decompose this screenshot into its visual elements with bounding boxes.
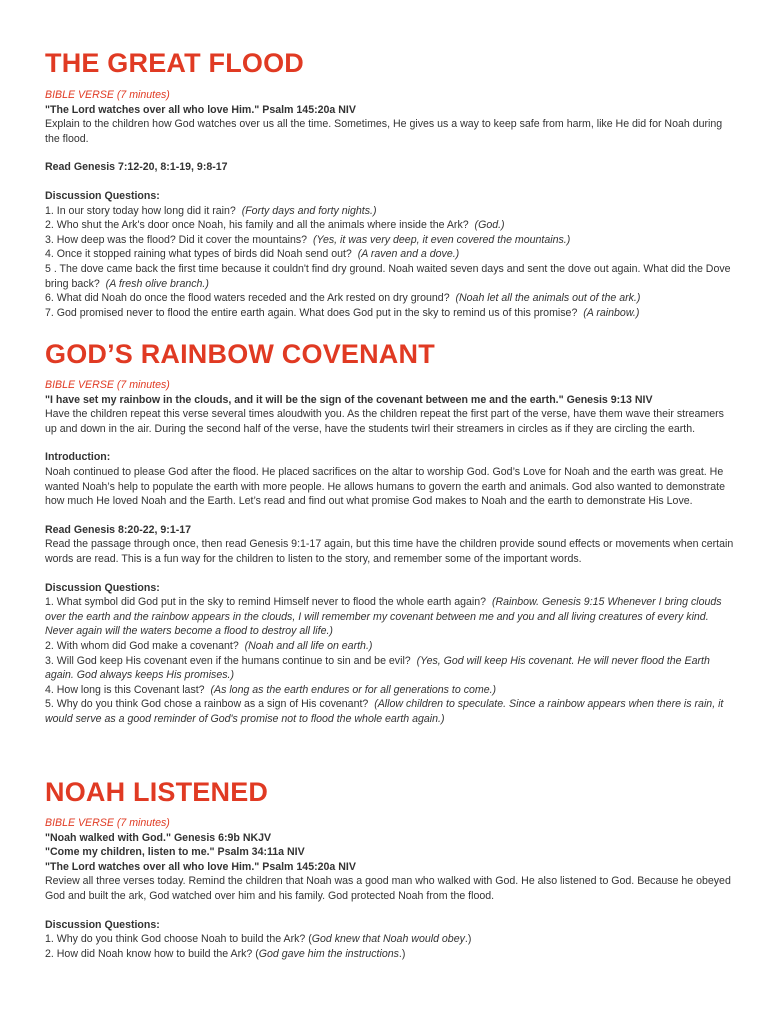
question-item — [45, 595, 735, 639]
question-item — [45, 291, 735, 306]
question-item — [45, 697, 735, 726]
discussion-heading: Discussion Questions: — [45, 918, 160, 931]
question-text: 3. Will God keep His covenant even if the humans continue to sin and be evil? — [45, 654, 411, 667]
question-item — [45, 262, 735, 291]
answer-text: (Yes, it was very deep, it even covered the mountains.) — [312, 233, 571, 246]
question-text: 5. Why do you think God chose a rainbow as a sign of His covenant? — [45, 698, 369, 711]
question-item — [45, 204, 735, 219]
bible-verse-tag: BIBLE VERSE (7 minutes) — [45, 379, 170, 391]
question-text: 4. Once it stopped raining what types of birds did Noah send out? — [45, 248, 352, 261]
bible-verse: "I have set my rainbow in the clouds, and it will be the sign of the covenant between me and the earth." Genesis 9:13 NIV — [45, 393, 653, 406]
section-rainbow-covenant — [45, 378, 735, 726]
bible-verse: "The Lord watches over all who love Him." Psalm 145:20a NIV — [45, 103, 356, 116]
question-text: 2. With whom did God make a covenant? — [45, 639, 239, 652]
answer-text: (Rainbow. Genesis 9:15 Whenever I bring clouds over the earth and the rainbow appears in the clouds, I will remember my covenant between me and you and all living creatures of every kind. Never again will the waters become a flood to destroy all life.) — [45, 596, 722, 638]
bible-verse: "The Lord watches over all who love Him." Psalm 145:20a NIV — [45, 860, 356, 873]
verse-explanation: Explain to the children how God watches over us all the time. Sometimes, He gives us a way to keep safe from harm, like He did for Noah during the flood. — [45, 118, 723, 145]
question-item — [45, 639, 735, 654]
bible-verse-tag: BIBLE VERSE (7 minutes) — [45, 89, 170, 101]
answer-text: (A raven and a dove.) — [357, 248, 460, 261]
question-item — [45, 947, 735, 962]
introduction-text: Noah continued to please God after the flood. He placed sacrifices on the altar to worship God. God’s Love for Noah and the earth was great. He wanted Noah’s help to populate the earth with more people. He allows humans to govern the earth and animals. God also wanted to demonstrate how much He loved Noah and the Earth. Let’s read and find out what promise God makes to Noah and the earth to demonstrate His Love. — [45, 465, 725, 508]
section-title-great-flood: THE GREAT FLOOD — [45, 48, 304, 78]
bible-verse-tag: BIBLE VERSE (7 minutes) — [45, 817, 170, 829]
answer-text: (Noah and all life on earth.) — [244, 639, 373, 652]
section-title-noah-listened: NOAH LISTENED — [45, 777, 269, 807]
question-item — [45, 247, 735, 262]
answer-text: (A rainbow.) — [583, 306, 640, 319]
question-end: .) — [464, 933, 472, 946]
question-item — [45, 654, 735, 683]
question-text: 6. What did Noah do once the flood waters receded and the Ark rested on dry ground? — [45, 292, 450, 305]
question-end: .) — [398, 947, 406, 960]
question-item — [45, 218, 735, 233]
discussion-heading: Discussion Questions: — [45, 189, 160, 202]
reading-reference: Read Genesis 7:12-20, 8:1-19, 9:8-17 — [45, 161, 228, 174]
question-text: 3. How deep was the flood? Did it cover the mountains? — [45, 233, 308, 246]
question-text: 1. What symbol did God put in the sky to remind Himself never to flood the whole earth again? — [45, 596, 487, 609]
answer-text: (God.) — [474, 219, 505, 232]
section-title-rainbow-covenant: GOD’S RAINBOW COVENANT — [45, 339, 435, 369]
question-text: 2. How did Noah know how to build the Ark? ( — [45, 947, 259, 960]
introduction-heading: Introduction: — [45, 451, 111, 464]
answer-text: (A fresh olive branch.) — [105, 277, 209, 290]
question-text: 5 . The dove came back the first time because it couldn't find dry ground. Noah waited seven days and sent the dove out again. What did the Dove bring back? — [45, 262, 731, 290]
section-great-flood — [45, 88, 735, 320]
section-noah-listened — [45, 816, 735, 961]
discussion-heading: Discussion Questions: — [45, 581, 160, 594]
question-item — [45, 683, 735, 698]
answer-text: (As long as the earth endures or for all generations to come.) — [210, 683, 497, 696]
reading-instructions: Read the passage through once, then read Genesis 9:1-17 again, but this time have the children provide sound effects or movements when certain words are read. This is a fun way for the children to listen to the story, and remember some of the important words. — [45, 538, 734, 565]
verse-explanation: Have the children repeat this verse several times aloudwith you. As the children repeat the first part of the verse, have them wave their streamers up and down in the air. During the second half of the verse, have the students twirl their streamers in circles as if they are circling the earth. — [45, 408, 724, 435]
answer-text: God gave him the instructions — [258, 947, 399, 960]
question-text: 1. In our story today how long did it rain? — [45, 204, 236, 217]
question-text: 4. How long is this Covenant last? — [45, 683, 205, 696]
question-item — [45, 233, 735, 248]
answer-text: (Allow children to speculate. Since a rainbow appears when there is rain, it would serve as a good reminder of God's promise not to flood the whole earth again.) — [45, 698, 724, 725]
reading-reference: Read Genesis 8:20-22, 9:1-17 — [45, 523, 192, 536]
question-text: 2. Who shut the Ark's door once Noah, his family and all the animals where inside the Ark? — [45, 219, 469, 232]
question-item — [45, 306, 735, 321]
bible-verse: "Come my children, listen to me." Psalm 34:11a NIV — [45, 846, 305, 859]
question-item — [45, 932, 735, 947]
answer-text: (Noah let all the animals out of the ark.) — [455, 292, 641, 305]
answer-text: God knew that Noah would obey — [311, 933, 465, 946]
question-text: 7. God promised never to flood the entire earth again. What does God put in the sky to remind us of this promise? — [45, 306, 578, 319]
question-text: 1. Why do you think God choose Noah to build the Ark? ( — [45, 933, 312, 946]
bible-verse: "Noah walked with God." Genesis 6:9b NKJV — [45, 831, 272, 844]
verse-explanation: Review all three verses today. Remind the children that Noah was a good man who walked with God. He also listened to God. Because he obeyed God and built the ark, God watched over him and his family. God protected Noah from the flood. — [45, 875, 731, 902]
answer-text: (Forty days and forty nights.) — [241, 204, 377, 217]
answer-text: (Yes, God will keep His covenant. He will never flood the Earth again. God always keeps His promises.) — [45, 654, 710, 682]
